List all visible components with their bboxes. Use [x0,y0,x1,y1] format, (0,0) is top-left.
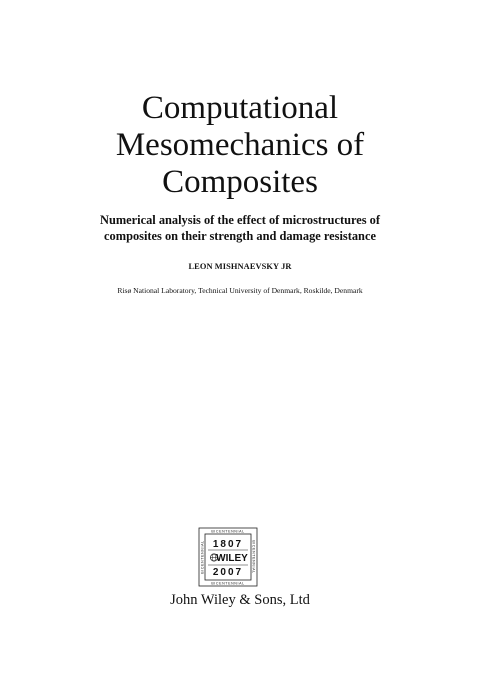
logo-brand: WILEY [216,553,248,564]
logo-ring-text-bottom: BICENTENNIAL [211,581,245,586]
book-subtitle-line: Numerical analysis of the effect of microstructures of [100,213,380,227]
logo-year-end: 2007 [212,567,244,578]
wiley-bicentennial-logo-icon [198,527,258,587]
logo-ring-text-right: BICENTENNIAL [251,540,256,574]
author-affiliation: Risø National Laboratory, Technical University of Denmark, Roskilde, Denmark [117,286,363,295]
author-name: LEON MISHNAEVSKY JR [188,262,292,271]
book-title-line: Mesomechanics of [115,127,365,163]
book-title-line: Composites [162,164,318,200]
book-title-line: Computational [141,90,339,126]
logo-ring-text-top: BICENTENNIAL [211,529,245,534]
logo-year-start: 1807 [212,539,244,550]
book-subtitle-line: composites on their strength and damage resistance [104,229,376,243]
publisher-name: John Wiley & Sons, Ltd [170,592,310,608]
book-subtitle [40,212,440,244]
book-title [0,90,480,201]
logo-ring-text-left: BICENTENNIAL [200,540,205,574]
